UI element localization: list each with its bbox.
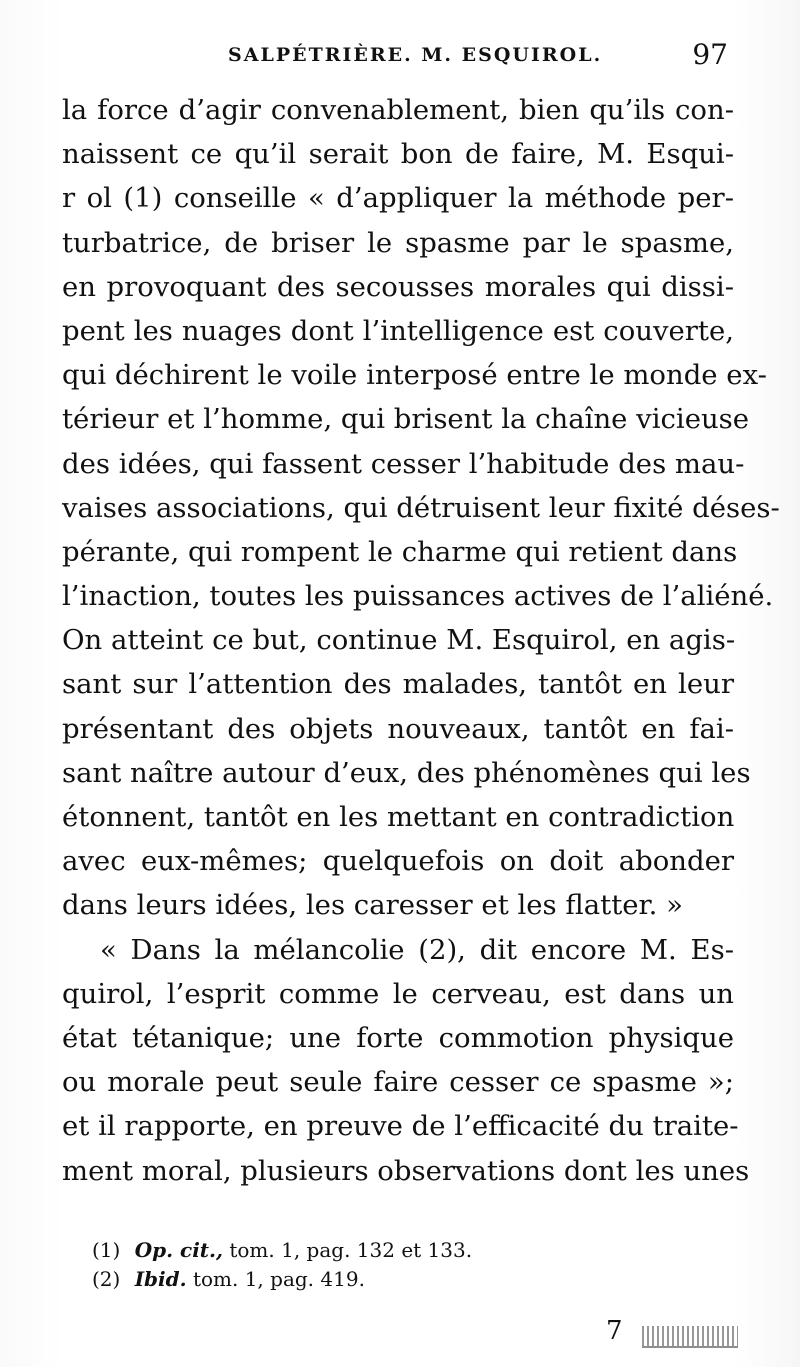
footnote bbox=[92, 1236, 712, 1265]
text-line: turbatrice, de briser le spasme par le spasme, bbox=[62, 226, 734, 259]
text-line: avec eux-mêmes; quelquefois on doit abonder bbox=[62, 845, 734, 878]
text-line: état tétanique; une forte commotion physique bbox=[62, 1021, 734, 1054]
footnote-ref: (2) bbox=[92, 1267, 121, 1291]
text-line: et il rapporte, en preuve de l’efficacité du traite- bbox=[62, 1110, 739, 1143]
text-line: sant sur l’attention des malades, tantôt en leur bbox=[62, 668, 734, 701]
text-line: pérante, qui rompent le charme qui retient dans bbox=[62, 535, 738, 568]
text-line: dans leurs idées, les caresser et les flatter. » bbox=[62, 889, 683, 922]
text-line: l’inaction, toutes les puissances actives de l’aliéné. bbox=[62, 580, 774, 613]
text-line: la force d’agir convenablement, bien qu’ils con- bbox=[62, 94, 734, 126]
ink-smudge bbox=[642, 1326, 738, 1348]
body-text bbox=[62, 88, 780, 1193]
text-line: ou morale peut seule faire cesser ce spasme »; bbox=[62, 1066, 734, 1099]
running-title: SALPÉTRIÈRE. M. ESQUIROL. bbox=[228, 44, 603, 66]
running-head bbox=[62, 38, 734, 74]
footnote-source: Op. cit., bbox=[134, 1238, 223, 1262]
text-line: r ol (1) conseille « d’appliquer la méthode per- bbox=[62, 182, 734, 215]
footnote-text: tom. 1, pag. 132 et 133. bbox=[229, 1238, 473, 1262]
footnote-source: Ibid. bbox=[134, 1267, 187, 1291]
text-line: en provoquant des secousses morales qui dissi- bbox=[62, 270, 734, 303]
text-line: qui déchirent le voile interposé entre le monde ex- bbox=[62, 359, 767, 392]
text-line: pent les nuages dont l’intelligence est couverte, bbox=[62, 314, 734, 347]
text-line: sant naître autour d’eux, des phénomènes qui les bbox=[62, 756, 751, 789]
text-line: présentant des objets nouveaux, tantôt en fai- bbox=[62, 712, 734, 745]
text-line: On atteint ce but, continue M. Esquirol, en agis- bbox=[62, 624, 736, 657]
text-line: « Dans la mélancolie (2), dit encore M. Es- bbox=[100, 933, 734, 966]
page-number: 97 bbox=[692, 38, 728, 71]
footnote-text: tom. 1, pag. 419. bbox=[192, 1267, 365, 1291]
text-line: des idées, qui fassent cesser l’habitude des mau- bbox=[62, 447, 745, 480]
text-line: térieur et l’homme, qui brisent la chaîne vicieuse bbox=[62, 403, 750, 436]
text-line: ment moral, plusieurs observations dont les unes bbox=[62, 1154, 750, 1187]
footnote bbox=[92, 1265, 712, 1294]
footnotes bbox=[92, 1236, 712, 1294]
text-line: étonnent, tantôt en les mettant en contradiction bbox=[62, 801, 735, 833]
signature-mark: 7 bbox=[606, 1316, 623, 1346]
text-line: vaises associations, qui détruisent leur fixité déses- bbox=[62, 491, 780, 524]
text-line: naissent ce qu’il serait bon de faire, M. Esqui- bbox=[62, 138, 734, 171]
footnote-ref: (1) bbox=[92, 1238, 121, 1262]
text-line: quirol, l’esprit comme le cerveau, est dans un bbox=[62, 977, 734, 1010]
